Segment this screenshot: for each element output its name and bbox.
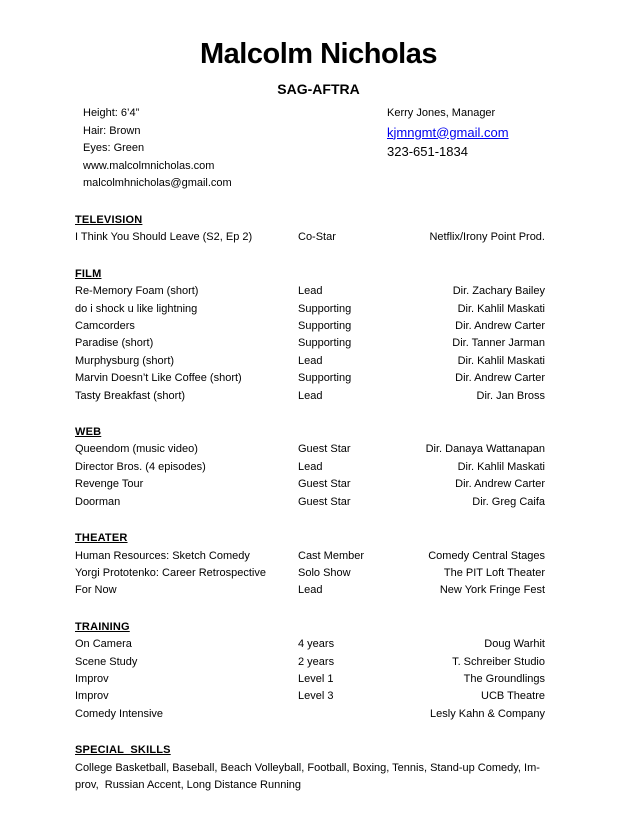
union-affiliation: SAG-AFTRA <box>277 81 360 97</box>
credit-row <box>75 582 545 599</box>
credit-source: Dir. Kahlil Maskati <box>457 354 545 367</box>
training-school: Lesly Kahn & Company <box>430 707 545 720</box>
production-title: do i shock u like lightning <box>75 302 198 315</box>
credit-row <box>75 565 545 582</box>
credit-source: New York Fringe Fest <box>439 584 545 597</box>
section-heading-theater: THEATER <box>75 532 128 545</box>
production-title: Re-Memory Foam (short) <box>75 285 199 298</box>
role: Supporting <box>298 302 352 315</box>
page-title: Malcolm Nicholas <box>200 38 437 70</box>
manager-phone: 323-651-1834 <box>387 143 468 159</box>
credit-row <box>75 494 545 511</box>
contact-block <box>75 105 562 193</box>
credit-source: Dir. Jan Bross <box>476 389 545 402</box>
credit-row <box>75 353 545 370</box>
role: Lead <box>298 354 323 367</box>
training-duration: Level 3 <box>298 690 334 703</box>
eyes-line: Eyes: Green <box>83 142 145 154</box>
production-title: Queendom (music video) <box>75 443 198 456</box>
credit-row <box>75 318 545 335</box>
training-school: T. Schreiber Studio <box>452 655 545 668</box>
training-duration: Level 1 <box>298 672 334 685</box>
credit-row <box>75 476 545 493</box>
training-row <box>75 671 545 688</box>
production-title: Camcorders <box>75 320 135 333</box>
section-heading-television: TELEVISION <box>75 214 143 226</box>
hair-line: Hair: Brown <box>83 124 141 137</box>
training-school: UCB Theatre <box>481 690 545 703</box>
section-television <box>75 212 562 247</box>
credit-source: Comedy Central Stages <box>428 549 545 562</box>
credit-source: Dir. Kahlil Maskati <box>457 302 545 315</box>
production-title: Murphysburg (short) <box>75 354 175 367</box>
section-heading-film: FILM <box>75 267 102 280</box>
credit-source: Dir. Danaya Wattanapan <box>425 443 545 456</box>
production-title: Yorgi Prototenko: Career Retrospective <box>75 566 266 579</box>
production-title: Revenge Tour <box>75 478 144 491</box>
production-title: Doorman <box>75 495 121 508</box>
training-subject: Improv <box>75 690 109 703</box>
production-title: Human Resources: Sketch Comedy <box>75 549 250 562</box>
training-duration: 2 years <box>298 655 335 668</box>
credit-source: Dir. Greg Caifa <box>472 495 545 508</box>
training-subject: On Camera <box>75 638 132 651</box>
website-line: www.malcolmnicholas.com <box>83 159 215 172</box>
section-heading-web: WEB <box>75 426 102 439</box>
production-title: Director Bros. (4 episodes) <box>75 460 206 473</box>
training-school: The Groundlings <box>463 672 545 685</box>
training-subject: Improv <box>75 672 109 685</box>
section-training <box>75 619 562 723</box>
role: Lead <box>298 584 323 597</box>
role: Co-Star <box>298 231 336 244</box>
section-film <box>75 266 562 405</box>
role: Cast Member <box>298 549 365 562</box>
height-line: Height: 6’4” <box>83 107 140 119</box>
training-row <box>75 688 545 705</box>
training-subject: Comedy Intensive <box>75 707 164 720</box>
role: Supporting <box>298 320 352 333</box>
section-special-skills <box>75 742 562 794</box>
production-title: Paradise (short) <box>75 337 154 350</box>
credit-source: Dir. Zachary Bailey <box>452 285 545 298</box>
section-theater <box>75 530 562 600</box>
role: Supporting <box>298 372 352 385</box>
credit-source: Dir. Andrew Carter <box>455 478 545 491</box>
skills-line: prov, Russian Accent, Long Distance Running <box>75 778 302 791</box>
credit-row <box>75 335 545 352</box>
credit-source: Netflix/Irony Point Prod. <box>429 231 545 244</box>
training-duration: 4 years <box>298 638 335 651</box>
production-title: I Think You Should Leave (S2, Ep 2) <box>75 231 253 244</box>
credit-row <box>75 441 545 458</box>
role: Lead <box>298 285 323 298</box>
manager-email-link[interactable]: kjmngmt@gmail.com <box>387 124 509 140</box>
credit-source: Dir. Kahlil Maskati <box>457 460 545 473</box>
training-row <box>75 654 545 671</box>
production-title: Tasty Breakfast (short) <box>75 389 186 402</box>
production-title: Marvin Doesn’t Like Coffee (short) <box>75 372 242 385</box>
credit-row <box>75 301 545 318</box>
credit-row <box>75 459 545 476</box>
training-row <box>75 706 545 723</box>
training-school: Doug Warhit <box>484 638 545 651</box>
credit-row <box>75 548 545 565</box>
role: Lead <box>298 389 323 402</box>
email-line: malcolmhnicholas@gmail.com <box>83 177 232 189</box>
section-heading-training: TRAINING <box>75 620 130 633</box>
role: Guest Star <box>298 478 351 491</box>
role: Guest Star <box>298 495 351 508</box>
manager-block <box>387 105 509 161</box>
credit-row <box>75 370 545 387</box>
section-web <box>75 424 562 511</box>
training-row <box>75 636 545 653</box>
role: Guest Star <box>298 443 351 456</box>
credit-source: Dir. Tanner Jarman <box>452 337 545 350</box>
manager-name: Kerry Jones, Manager <box>387 107 496 119</box>
production-title: For Now <box>75 584 117 597</box>
training-duration <box>298 706 393 723</box>
credit-source: Dir. Andrew Carter <box>455 372 545 385</box>
credit-row <box>75 283 545 300</box>
credit-source: Dir. Andrew Carter <box>455 320 545 333</box>
role: Solo Show <box>298 566 351 579</box>
section-heading-special-skills: SPECIAL SKILLS <box>75 744 171 757</box>
role: Supporting <box>298 337 352 350</box>
training-subject: Scene Study <box>75 655 138 668</box>
credit-row <box>75 388 545 405</box>
credit-source: The PIT Loft Theater <box>443 566 545 579</box>
credit-row <box>75 229 545 246</box>
skills-line: College Basketball, Baseball, Beach Volleyball, Football, Boxing, Tennis, Stand-up Comedy, Im- <box>75 761 540 774</box>
role: Lead <box>298 460 323 473</box>
